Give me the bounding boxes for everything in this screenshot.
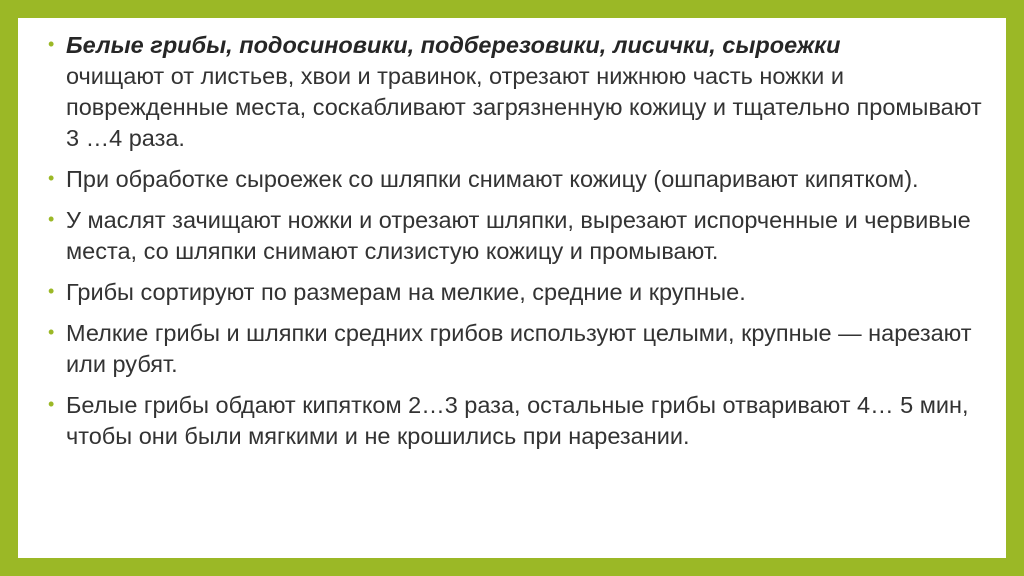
bullet-item — [48, 318, 993, 380]
bullet-text: очищают от листьев, хвои и травинок, отрезают нижнюю часть ножки и поврежденные места, соскабливают загрязненную кожицу и тщательно промывают 3 …4 раза. — [66, 63, 982, 151]
slide-content — [18, 18, 1006, 558]
bullet-text: У маслят зачищают ножки и отрезают шляпки, вырезают испорченные и червивые места, со шляпки снимают слизистую кожицу и промывают. — [66, 207, 971, 264]
bullet-item — [48, 164, 993, 195]
bullet-text: При обработке сыроежек со шляпки снимают кожицу (ошпаривают кипятком). — [66, 166, 919, 192]
bullet-lead-text: Белые грибы, подосиновики, подберезовики, лисички, сыроежки — [66, 32, 841, 58]
bullet-item — [48, 390, 993, 452]
bullet-text: Мелкие грибы и шляпки средних грибов используют целыми, крупные — нарезают или рубят. — [66, 320, 972, 377]
bullet-text: Грибы сортируют по размерам на мелкие, средние и крупные. — [66, 279, 746, 305]
bullet-marker-icon: • — [48, 34, 55, 54]
bullet-text: Белые грибы обдают кипятком 2…3 раза, остальные грибы отваривают 4… 5 мин, чтобы они были мягкими и не крошились при нарезании. — [66, 392, 969, 449]
bullet-item — [48, 30, 993, 154]
bullet-marker-icon: • — [48, 168, 55, 188]
bullet-marker-icon: • — [48, 394, 55, 414]
bullet-marker-icon: • — [48, 209, 55, 229]
bullet-marker-icon: • — [48, 281, 55, 301]
bullet-item — [48, 205, 993, 267]
bullet-marker-icon: • — [48, 322, 55, 342]
bullet-list — [48, 30, 993, 462]
bullet-item — [48, 277, 993, 308]
